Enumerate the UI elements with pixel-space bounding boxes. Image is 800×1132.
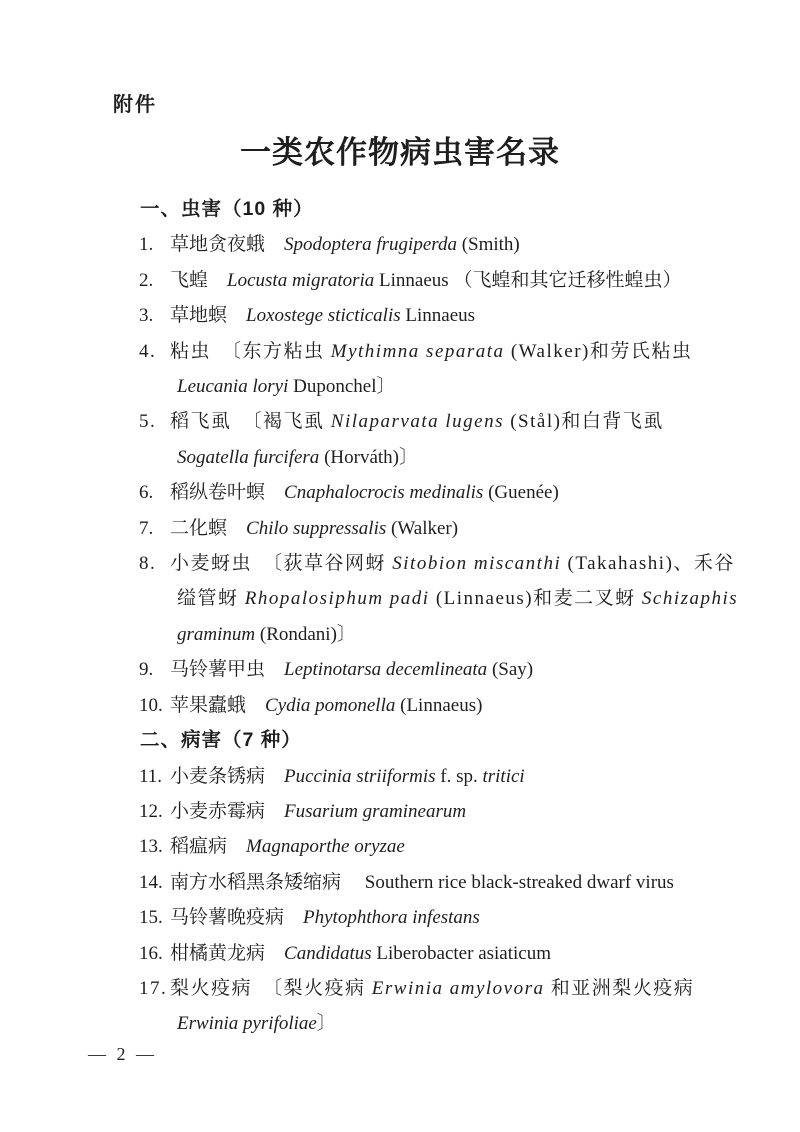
text-segment: 小麦蚜虫 〔荻草谷网蚜 [170, 553, 393, 575]
text-segment: 缢管蚜 [177, 588, 245, 610]
latin-name: Leucania loryi [177, 376, 289, 398]
list-item-line [0, 759, 800, 794]
item-number: 12. [139, 800, 163, 822]
item-number: 13. [139, 836, 163, 858]
section-heading: 一、虫害（10 种） [140, 198, 314, 220]
text-segment: 稻飞虱 〔褐飞虱 [170, 411, 331, 433]
list-item-line [0, 263, 800, 298]
list-item [0, 829, 800, 864]
list-item [0, 263, 800, 298]
item-number: 8. [139, 553, 157, 575]
list-item [0, 298, 800, 333]
item-number: 10. [139, 694, 163, 716]
latin-name: Puccinia striiformis [284, 765, 436, 787]
list-item-line [0, 936, 800, 971]
list-item [0, 227, 800, 262]
text-segment: 草地螟 [170, 305, 247, 327]
list-item-line [0, 227, 800, 262]
text-segment: 马铃薯甲虫 [170, 659, 285, 681]
item-number: 3. [139, 305, 154, 327]
list-item [0, 652, 800, 687]
list-item [0, 900, 800, 935]
item-number: 7. [139, 517, 154, 539]
list-item [0, 546, 800, 652]
latin-name: Erwinia pyrifoliae [177, 1013, 317, 1035]
latin-name: Sogatella furcifera [177, 446, 320, 468]
section [0, 192, 800, 723]
list-item [0, 971, 800, 1042]
list-item [0, 475, 800, 510]
text-segment: 梨火疫病 〔梨火疫病 [170, 977, 372, 999]
text-segment: (Walker)和劳氏粘虫 [504, 340, 693, 362]
list-item-line [0, 652, 800, 687]
list-item-line [0, 1006, 800, 1041]
latin-name: Cydia pomonella [265, 694, 396, 716]
text-segment: 二化螟 [170, 517, 247, 539]
text-segment: (Walker) [386, 517, 459, 539]
list-item-line [0, 440, 800, 475]
list-item [0, 759, 800, 794]
text-segment: 和亚洲梨火疫病 [544, 977, 695, 999]
text-segment: (Linnaeus)和麦二叉蚜 [429, 588, 642, 610]
text-segment: Linnaeus [400, 305, 476, 327]
list-item-line [0, 794, 800, 829]
latin-name: Schizaphis [641, 588, 739, 610]
list-item-line [0, 475, 800, 510]
item-number: 1. [139, 234, 154, 256]
text-segment: f. sp. [435, 765, 483, 787]
list-item [0, 794, 800, 829]
list-item-line [0, 865, 800, 900]
text-segment: 苹果蠹蛾 [170, 694, 266, 716]
list-item [0, 865, 800, 900]
latin-name: Chilo suppressalis [246, 517, 387, 539]
list-item-line [0, 688, 800, 723]
list-item-line [0, 369, 800, 404]
latin-name: Nilaparvata lugens [330, 411, 504, 433]
section [0, 723, 800, 1042]
latin-name: Spodoptera frugiperda [284, 234, 457, 256]
section-heading: 二、病害（7 种） [140, 729, 302, 752]
latin-name: Fusarium graminearum [284, 800, 467, 822]
list-item-line [0, 334, 800, 369]
list-item-line [0, 511, 800, 546]
item-number: 16. [139, 942, 163, 964]
text-segment: 小麦赤霉病 [170, 800, 285, 822]
list-item [0, 511, 800, 546]
list-item-line [0, 829, 800, 864]
item-number: 2. [139, 269, 154, 291]
text-segment: Duponchel〕 [288, 376, 396, 398]
text-segment: (Guenée) [483, 482, 559, 504]
item-number: 9. [139, 659, 154, 681]
latin-name: Erwinia amylovora [371, 977, 545, 999]
latin-name: Sitobion miscanthi [392, 553, 562, 575]
text-segment: 粘虫 〔东方粘虫 [170, 340, 331, 362]
text-segment: Linnaeus （飞蝗和其它迁移性蝗虫） [374, 269, 682, 291]
latin-name: Rhopalosiphum padi [244, 588, 430, 610]
text-segment: (Smith) [456, 234, 520, 256]
list-item-line [0, 404, 800, 439]
latin-name: graminum [177, 623, 256, 645]
latin-name: Candidatus [284, 942, 372, 964]
list-item-line [0, 546, 800, 581]
text-segment: (Rondani)〕 [255, 623, 356, 645]
text-segment: (Horváth)〕 [319, 446, 418, 468]
latin-name: Loxostege sticticalis [246, 305, 401, 327]
text-segment: (Takahashi)、禾谷 [561, 553, 735, 575]
document-body [0, 192, 800, 1042]
latin-name: Cnaphalocrocis medinalis [284, 482, 484, 504]
latin-name: Mythimna separata [330, 340, 505, 362]
text-segment: 草地贪夜蛾 [170, 234, 285, 256]
text-segment: 飞蝗 [170, 269, 228, 291]
list-item-line [0, 971, 800, 1006]
item-number: 6. [139, 482, 154, 504]
list-item [0, 404, 800, 475]
text-segment: (Stål)和白背飞虱 [503, 411, 664, 433]
text-segment: 南方水稻黑条矮缩病 Southern rice black-streaked dwarf virus [170, 871, 674, 893]
list-item [0, 936, 800, 971]
page-title: 一类农作物病虫害名录 [240, 135, 560, 170]
list-item [0, 688, 800, 723]
list-item-line [0, 617, 800, 652]
latin-name: tritici [482, 765, 525, 787]
item-number: 4. [139, 340, 157, 362]
attachment-label: 附件 [113, 94, 157, 116]
text-segment: 马铃薯晚疫病 [170, 907, 304, 929]
item-number: 14. [139, 871, 163, 893]
latin-name: Locusta migratoria [227, 269, 375, 291]
text-segment: 柑橘黄龙病 [170, 942, 285, 964]
latin-name: Leptinotarsa decemlineata [284, 659, 488, 681]
text-segment: (Say) [487, 659, 534, 681]
text-segment: 稻瘟病 [170, 836, 247, 858]
latin-name: Magnaporthe oryzae [246, 836, 405, 858]
text-segment: 稻纵卷叶螟 [170, 482, 285, 504]
item-number: 11. [139, 765, 163, 787]
item-number: 5. [139, 411, 157, 433]
item-number: 17. [139, 977, 168, 999]
item-number: 15. [139, 907, 163, 929]
text-segment: 〕 [316, 1013, 336, 1035]
list-item [0, 334, 800, 405]
list-item-line [0, 581, 800, 616]
latin-name: Phytophthora infestans [303, 907, 480, 929]
text-segment: (Linnaeus) [395, 694, 483, 716]
text-segment: Liberobacter asiaticum [371, 942, 551, 964]
text-segment: 小麦条锈病 [170, 765, 285, 787]
list-item-line [0, 900, 800, 935]
list-item-line [0, 298, 800, 333]
page-number: — 2 — [88, 1044, 157, 1064]
